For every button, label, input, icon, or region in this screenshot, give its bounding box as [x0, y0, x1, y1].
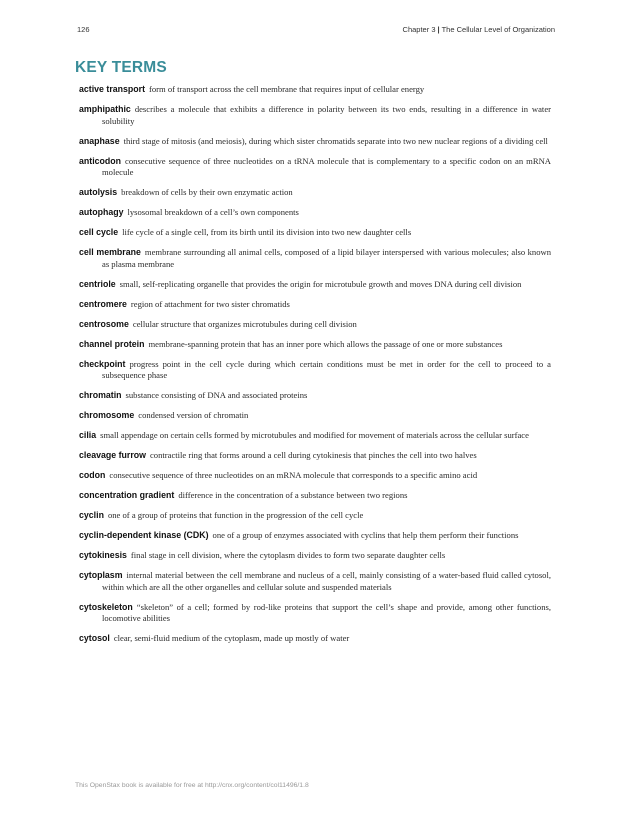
term-definition: one of a group of proteins that function in the progression of the cell cycle: [107, 510, 364, 520]
term-definition: form of transport across the cell membrane that requires input of cellular energy: [149, 84, 425, 94]
term-definition: life cycle of a single cell, from its birth until its division into two new daughter cells: [122, 227, 412, 237]
glossary-entry: [79, 299, 551, 311]
term-definition: one of a group of enzymes associated with cyclins that help them perform their functions: [212, 530, 519, 540]
term-definition: third stage of mitosis (and meiosis), during which sister chromatids separate into two new nuclear regions of a dividing cell: [123, 135, 548, 146]
term-word: cytoplasm: [79, 570, 123, 580]
chapter-label: Chapter 3: [402, 25, 436, 34]
running-header: [403, 25, 555, 34]
glossary-entry: [79, 410, 551, 422]
term-word: chromatin: [79, 390, 122, 400]
term-word: codon: [79, 470, 106, 480]
glossary-entry: [79, 279, 551, 291]
term-word: checkpoint: [79, 358, 126, 369]
term-definition: lysosomal breakdown of a cell’s own components: [127, 207, 299, 217]
term-word: cleavage furrow: [79, 450, 146, 460]
glossary-entry: [79, 227, 551, 239]
term-definition: condensed version of chromatin: [138, 410, 249, 420]
glossary-entry: [79, 104, 551, 127]
term-word: cilia: [79, 430, 97, 440]
term-word: anticodon: [79, 155, 122, 166]
glossary-entry: [79, 156, 551, 179]
glossary-entry: [79, 207, 551, 219]
term-word: centriole: [79, 278, 116, 289]
glossary-entry: [79, 390, 551, 402]
term-word: chromosome: [79, 410, 135, 420]
glossary-entry: [79, 84, 551, 96]
glossary-entry: [79, 570, 551, 593]
term-word: concentration gradient: [79, 490, 175, 500]
term-word: cytosol: [79, 633, 110, 643]
glossary-entry: [79, 530, 551, 542]
term-definition: substance consisting of DNA and associated proteins: [125, 390, 308, 400]
glossary-entry: [79, 510, 551, 522]
term-definition: “skeleton” of a cell; formed by rod-like proteins that support the cell’s shape and provide, among other functions, locomotive abilities: [102, 601, 551, 623]
term-word: cell membrane: [79, 247, 141, 257]
glossary-entry: [79, 319, 551, 331]
key-terms-list: [79, 84, 551, 653]
footer-note: This OpenStax book is available for free at http://cnx.org/content/col11496/1.8: [75, 782, 309, 789]
term-definition: breakdown of cells by their own enzymatic action: [121, 187, 293, 197]
glossary-entry: [79, 187, 551, 199]
term-definition: small, self-replicating organelle that provides the origin for microtubule growth and moves DNA during cell division: [119, 278, 522, 289]
term-definition: region of attachment for two sister chromatids: [130, 298, 290, 309]
header-separator: |: [437, 25, 440, 34]
glossary-entry: [79, 430, 551, 442]
term-word: amphipathic: [79, 104, 131, 114]
term-definition: difference in the concentration of a substance between two regions: [178, 490, 408, 500]
term-definition: contractile ring that forms around a cell during cytokinesis that pinches the cell into two halves: [149, 450, 477, 460]
glossary-entry: [79, 490, 551, 502]
glossary-entry: [79, 550, 551, 562]
term-word: anaphase: [79, 135, 120, 146]
term-word: centrosome: [79, 318, 129, 329]
glossary-entry: [79, 339, 551, 351]
section-title: KEY TERMS: [75, 59, 167, 76]
term-word: cell cycle: [79, 227, 119, 237]
glossary-entry: [79, 359, 551, 382]
glossary-entry: [79, 136, 551, 148]
term-word: autolysis: [79, 187, 118, 197]
term-definition: membrane surrounding all animal cells, composed of a lipid bilayer interspersed with various molecules; also known as plasma membrane: [102, 247, 551, 269]
term-definition: consecutive sequence of three nucleotides on an mRNA molecule that corresponds to a specific amino acid: [109, 470, 478, 480]
term-definition: small appendage on certain cells formed by microtubules and modified for movement of materials across the cellular surface: [100, 430, 529, 440]
term-definition: clear, semi-fluid medium of the cytoplasm, made up mostly of water: [113, 633, 350, 643]
glossary-entry: [79, 470, 551, 482]
term-word: active transport: [79, 84, 145, 94]
chapter-title: The Cellular Level of Organization: [441, 25, 555, 34]
term-definition: internal material between the cell membrane and nucleus of a cell, mainly consisting of a water-based fluid called cytosol, within which are all the other organelles and cellular solute and suspended materials: [102, 570, 551, 592]
glossary-entry: [79, 602, 551, 625]
page-number: 126: [77, 25, 90, 34]
glossary-entry: [79, 450, 551, 462]
term-word: cytoskeleton: [79, 601, 133, 612]
glossary-entry: [79, 247, 551, 270]
term-word: cyclin-dependent kinase (CDK): [79, 530, 209, 540]
term-definition: final stage in cell division, where the cytoplasm divides to form two separate daughter cells: [130, 550, 446, 560]
term-definition: describes a molecule that exhibits a difference in polarity between its two ends, resulting in a difference in water solubility: [102, 104, 551, 126]
term-word: channel protein: [79, 338, 145, 349]
glossary-entry: [79, 633, 551, 645]
term-word: autophagy: [79, 207, 124, 217]
term-definition: cellular structure that organizes microtubules during cell division: [132, 318, 357, 329]
term-word: cyclin: [79, 510, 104, 520]
term-word: centromere: [79, 298, 127, 309]
term-word: cytokinesis: [79, 550, 127, 560]
term-definition: consecutive sequence of three nucleotides on a tRNA molecule that is complementary to a specific codon on an mRNA molecule: [102, 155, 551, 177]
term-definition: progress point in the cell cycle during which certain conditions must be met in order for the cell to proceed to a subsequence phase: [102, 358, 551, 380]
term-definition: membrane-spanning protein that has an inner pore which allows the passage of one or more substances: [148, 338, 503, 349]
